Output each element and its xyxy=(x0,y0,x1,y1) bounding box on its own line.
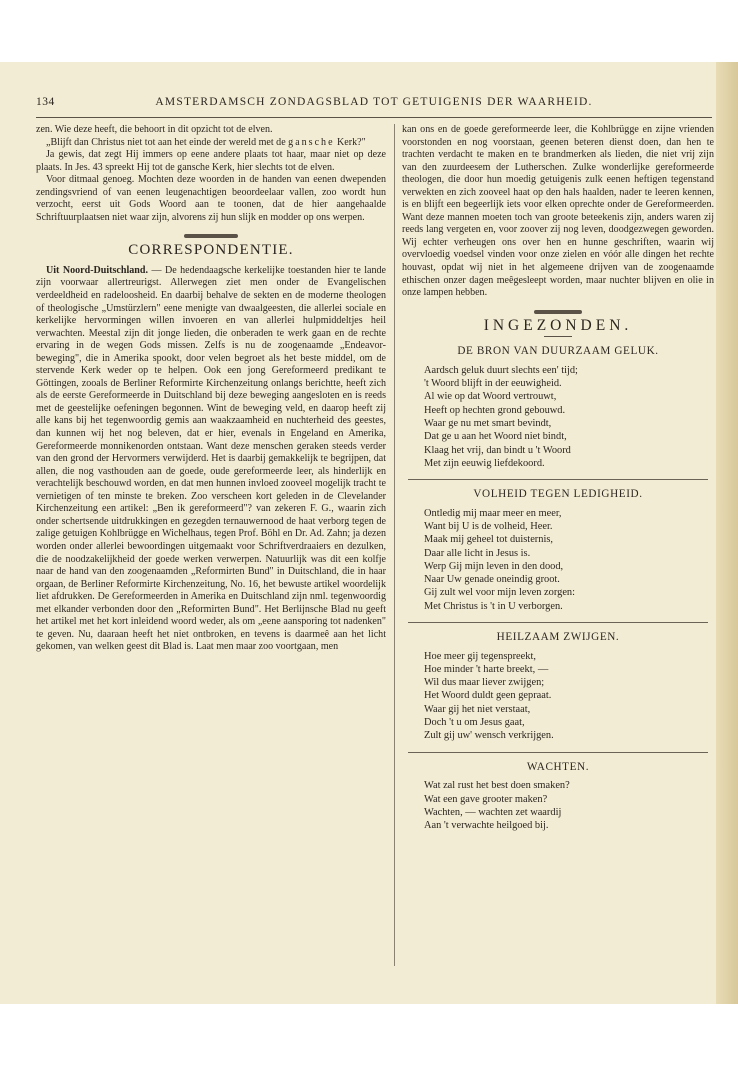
poem-line: Het Woord duldt geen gepraat. xyxy=(424,690,552,702)
poem-line: Doch 't u om Jesus gaat, xyxy=(424,717,525,729)
page-spine-shadow xyxy=(716,62,738,1004)
poem-line: Wat een gave grooter maken? xyxy=(424,793,548,805)
poem-line: Naar Uw genade oneindig groot. xyxy=(424,574,560,586)
journal-title: AMSTERDAMSCH ZONDAGSBLAD TOT GETUIGENIS DER WAARHEID. xyxy=(155,96,593,108)
poem-divider xyxy=(408,479,708,480)
emphasized-word: gansche xyxy=(288,136,335,148)
poem-divider xyxy=(408,622,708,623)
poem-lines xyxy=(424,650,714,743)
poem-line: Wachten, — wachten zet waardij xyxy=(424,806,562,818)
question-start: „Blijft dan Christus niet tot aan het einde der wereld met de xyxy=(46,136,289,148)
poem-line: Ontledig mij maar meer en meer, xyxy=(424,507,562,519)
poem-line: Zult gij uw' wensch verkrijgen. xyxy=(424,730,554,742)
poem-line: Gij zult wel voor mijn leven zorgen: xyxy=(424,587,576,599)
poem-line: 't Woord blijft in der eeuwigheid. xyxy=(424,378,562,390)
header-rule xyxy=(36,117,712,118)
left-column xyxy=(36,124,386,654)
article-continuation: kan ons en de goede gereformeerde leer, die Kohlbrügge en zijne vrienden voorstonden en nog voorstaan, geenen beteren dienst doen, dan hen te trachten verdacht te maken en te brandmerken als lieden, die niet vrij zijn van den zuurdeesem der Lutherschen. Zulke wonderlijke gereformeerde theologen, die door hun moedig getuigenis zulk eenen heftigen tegenstand verwekten en zich zooveel haat op den hals haalden, nader te leeren kennen, is en blijft een begeerlijk iets voor elken oprechte onder de Gereformeerden. Want deze mannen moeten toch van groote beteekenis zijn, anders waren zij reeds lang vergeten en, voor zoover zij nog leven, doodgezwegen geworden. Wij echter verheugen ons over hen en hunne geschriften, waarin wij overvloedig voedsel vinden voor onze zielen en vóór alle dingen het rechte houvast, opdat wij niet in het algemeene drijven van de zoogenaamde ethischen onzer dagen meêgesleept worden, maar nuchter blijven en olie in onze lampen hebben. xyxy=(402,124,714,299)
short-rule xyxy=(544,336,572,337)
poem-line: Daar alle licht in Jesus is. xyxy=(424,547,531,559)
section-ornament xyxy=(184,234,238,238)
poem-line: Aardsch geluk duurt slechts een' tijd; xyxy=(424,364,578,376)
article-body: — De hedendaagsche kerkelijke toestanden hier te lande zijn voorwaar allertreurigst. Allerwegen ziet men onder de Evangelischen verdeeldheid en radeloosheid. En daarbij behalve de sekten en de moderne theologen of theologische „Umstürzlern" eene menigte van dwaalgeesten, die allerlei sociale en kerkelijke hervormingen willen invoeren en van allerlei hulpmiddeltjes heil verwachten. Meestal zijn dit jonge lieden, die onberaden te werk gaan en de rechte ervaring in de wegen Gods missen. Zelfs is nu de zoogenaamde „Endeavor-beweging", die in Amerika spookt, door velen begroet als het beste middel, om de stervende Kerk weder op te helpen. Ook een jong Gereformeerd predikant te Göttingen, zooals de Berliner Reformirte Kirchenzeitung onlangs berichtte, heeft zich als de eerste Gereformeerde in Duitschland bij deze beweging aangesloten en is reeds met de geestelijke oefeningen begonnen. Wint de beweging veld, en daarop heeft zij alle kans bij het tegenwoordig gemis aan waakzaamheid en nuchterheid des geestes, dan kunnen wij het nog beleven, dat er hier, evenals in Engeland en Amerika, Gereformeerde monnikenorden ontstaan. Want deze menschen geraken steeds verder van den grond der Hervormers verwijderd. Het is daarbij gemakkelijk te begrijpen, dat allen, die nog vasthouden aan de goede, oude gereformeerde leer, als hinderlijk en verachtelijk beschouwd worden, en dat men hunnen invloed zooveel mogelijk tracht te vernietigen of ten minste te breken. Zoo verscheen kort geleden in de Clevelander Kirchenzeitung een artikel: „Ben ik gereformeerd"? van zekeren F. G., waarin zich onder schertsende uitdrukkingen en gezegden ternauwernood de haat verborg tegen de zalige getuigen Kohlbrügge en Wichelhaus, tegen Prof. Böhl en Dr. Ad. Zahn; ja dezen worden onder allerlei bewoordingen uitgemaakt voor Schriftverdraaiers en dezulken, die de noodzakelijkheid der goede werken verwerpen. Natuurlijk was dit een kolfje naar de hand van den zoogenaamden „Reformirten Bund" in Duitschland, die in haar orgaan, de Berliner Reformirte Kirchenzeitung, No. 16, het bewuste artikel woordelijk liet afdrukken. De Gereformeerden in Amerika en Duitschland zijn nml. tegenwoordig met elkander verbonden door den „Reformirten Bund". Het Berlijnsche Blad nu geeft het artikel met het kort inleidend woord weder, als om „eene aansporing tot nadenken" te geven. Nu, daaraan heeft het niet ontbroken, en tevens is daarmeê aan het licht gekomen, van welken geest dit Blad is. Laat men maar zoo voortgaan, men xyxy=(36,264,387,653)
section-title-ingezonden: INGEZONDEN. xyxy=(483,316,633,334)
poem-title: DE BRON VAN DUURZAAM GELUK. xyxy=(457,345,659,358)
poem xyxy=(402,345,714,480)
poem-lines xyxy=(424,779,714,832)
poem-line: Waar ge nu met smart bevindt, xyxy=(424,417,552,429)
poem-line: Heeft op hechten grond gebouwd. xyxy=(424,404,566,416)
poem-line: Wil dus maar liever zwijgen; xyxy=(424,677,545,689)
page-number: 134 xyxy=(36,96,55,108)
poem-line: Al wie op dat Woord vertrouwt, xyxy=(424,391,557,403)
poem-line: Waar gij het niet verstaat, xyxy=(424,703,531,715)
poem-line: Dat ge u aan het Woord niet bindt, xyxy=(424,431,567,443)
poem-line: Hoe minder 't harte breekt, — xyxy=(424,663,549,675)
right-column xyxy=(402,124,714,832)
poem-lines xyxy=(424,364,714,470)
poem xyxy=(402,488,714,623)
question-end: Kerk?" xyxy=(334,136,366,148)
poem-line: Aan 't verwachte heilgoed bij. xyxy=(424,820,549,832)
poem-line: Met Christus is 't in U verborgen. xyxy=(424,600,563,612)
poem-lines xyxy=(424,507,714,613)
poem-title: WACHTEN. xyxy=(526,760,590,773)
poem-line: Werp Gij mijn leven in den dood, xyxy=(424,560,564,572)
article-lead: Uit Noord-Duitschland. xyxy=(46,264,148,276)
poem-title: VOLHEID TEGEN LEDIGHEID. xyxy=(473,488,643,501)
column-divider xyxy=(394,124,395,966)
page-sheet xyxy=(0,62,738,1004)
section-ornament xyxy=(534,310,582,314)
poem xyxy=(402,761,714,833)
correspondence-article xyxy=(36,265,386,654)
poem-title: HEILZAAM ZWIJGEN. xyxy=(496,631,620,644)
running-head xyxy=(36,96,712,114)
poem-line: Hoe meer gij tegenspreekt, xyxy=(424,650,536,662)
poem-line: Maak mij geheel tot duisternis, xyxy=(424,534,553,546)
poem-line: Klaag het vrij, dan bindt u 't Woord xyxy=(424,444,571,456)
poem-divider xyxy=(408,752,708,753)
paragraph-answer: Ja gewis, dat zegt Hij immers op eene andere plaats tot haar, maar niet op deze plaats. In Jes. 43 spreekt Hij tot de gansche Kerk, hier slechts tot de elven. xyxy=(36,149,386,173)
poem-line: Want bij U is de volheid, Heer. xyxy=(424,520,553,532)
paragraph-closing: Voor ditmaal genoeg. Mochten deze woorden in de handen van eenen dwependen zendingsvriend of van eenen leugenachtigen beoordeelaar vallen, zoo wordt hun verzocht, eerst uit Gods Woord aan te toonen, dat de hier aangehaalde Schriftuurplaatsen niet waar zijn, alvorens zij hun slijk en modder op ons werpen. xyxy=(36,174,386,223)
paragraph-question xyxy=(36,137,386,150)
section-title-correspondentie: CORRESPONDENTIE. xyxy=(128,242,294,259)
poem xyxy=(402,631,714,753)
poem-line: Wat zal rust het best doen smaken? xyxy=(424,780,570,792)
poem-line: Met zijn eeuwig liefdekoord. xyxy=(424,457,545,469)
paragraph-intro: zen. Wie deze heeft, die behoort in dit opzicht tot de elven. xyxy=(36,124,273,135)
